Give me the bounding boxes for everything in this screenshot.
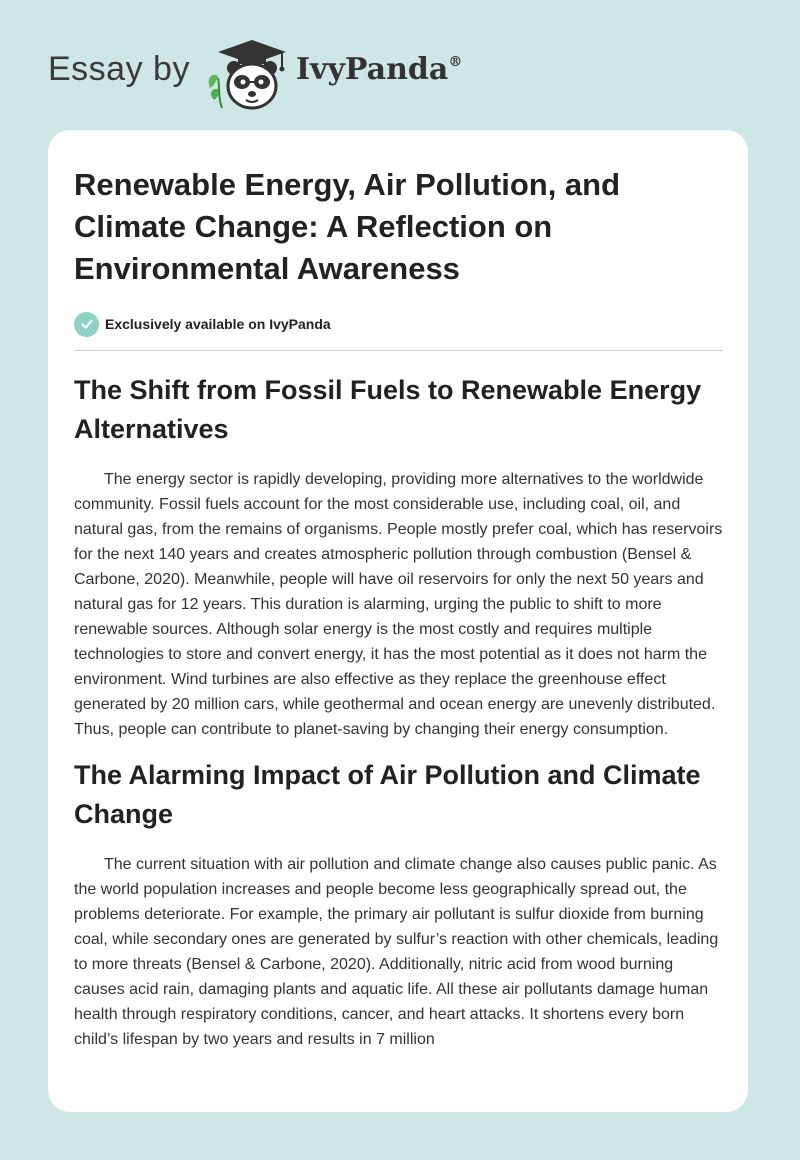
essay-card	[48, 130, 748, 1112]
exclusive-badge-text: Exclusively available on IvyPanda	[105, 316, 331, 332]
section-heading: The Shift from Fossil Fuels to Renewable Energy Alternatives	[74, 375, 702, 444]
exclusive-badge	[74, 310, 723, 338]
ivypanda-logo-icon[interactable]	[204, 38, 294, 112]
brand-text: IvyPanda	[296, 52, 449, 87]
essay-content	[74, 164, 723, 1052]
section-paragraph: The energy sector is rapidly developing, providing more alternatives to the worldwide community. Fossil fuels account for the most considerable use, including coal, oil, and natural gas, from the remains of organisms. People mostly prefer coal, which has reservoirs for the next 140 years and creates atmospheric pollution through combustion (Bensel & Carbone, 2020). Meanwhile, people will have oil reservoirs for only the next 50 years and natural gas for 12 years. This duration is alarming, urging the public to shift to more renewable sources. Although solar energy is the most costly and requires multiple technologies to store and convert energy, it has the most potential as it does not harm the environment. Wind turbines are also effective as they replace the greenhouse effect generated by 20 million cars, while geothermal and ocean energy are unevenly distributed. Thus, people can contribute to planet-saving by changing their energy consumption.	[74, 471, 723, 738]
title-divider	[74, 350, 723, 351]
check-icon	[74, 312, 99, 337]
brand-name[interactable]	[296, 52, 462, 87]
section-heading: The Alarming Impact of Air Pollution and Climate Change	[74, 760, 701, 829]
essay-title: Renewable Energy, Air Pollution, and Climate Change: A Reflection on Environmental Awareness	[74, 167, 621, 286]
essay-by-label: Essay by	[48, 50, 190, 88]
site-header	[48, 30, 548, 120]
section-paragraph: The current situation with air pollution and climate change also causes public panic. As the world population increases and people become less geographically spread out, the problems deteriorate. For example, the primary air pollutant is sulfur dioxide from burning coal, while secondary ones are generated by sulfur’s reaction with other chemicals, leading to more threats (Bensel & Carbone, 2020). Additionally, nitric acid from wood burning causes acid rain, damaging plants and aquatic life. All these air pollutants damage human health through respiratory conditions, cancer, and heart attacks. It shortens every born child’s lifespan by two years and results in 7 million	[74, 856, 719, 1048]
registered-mark: ®	[448, 54, 463, 70]
